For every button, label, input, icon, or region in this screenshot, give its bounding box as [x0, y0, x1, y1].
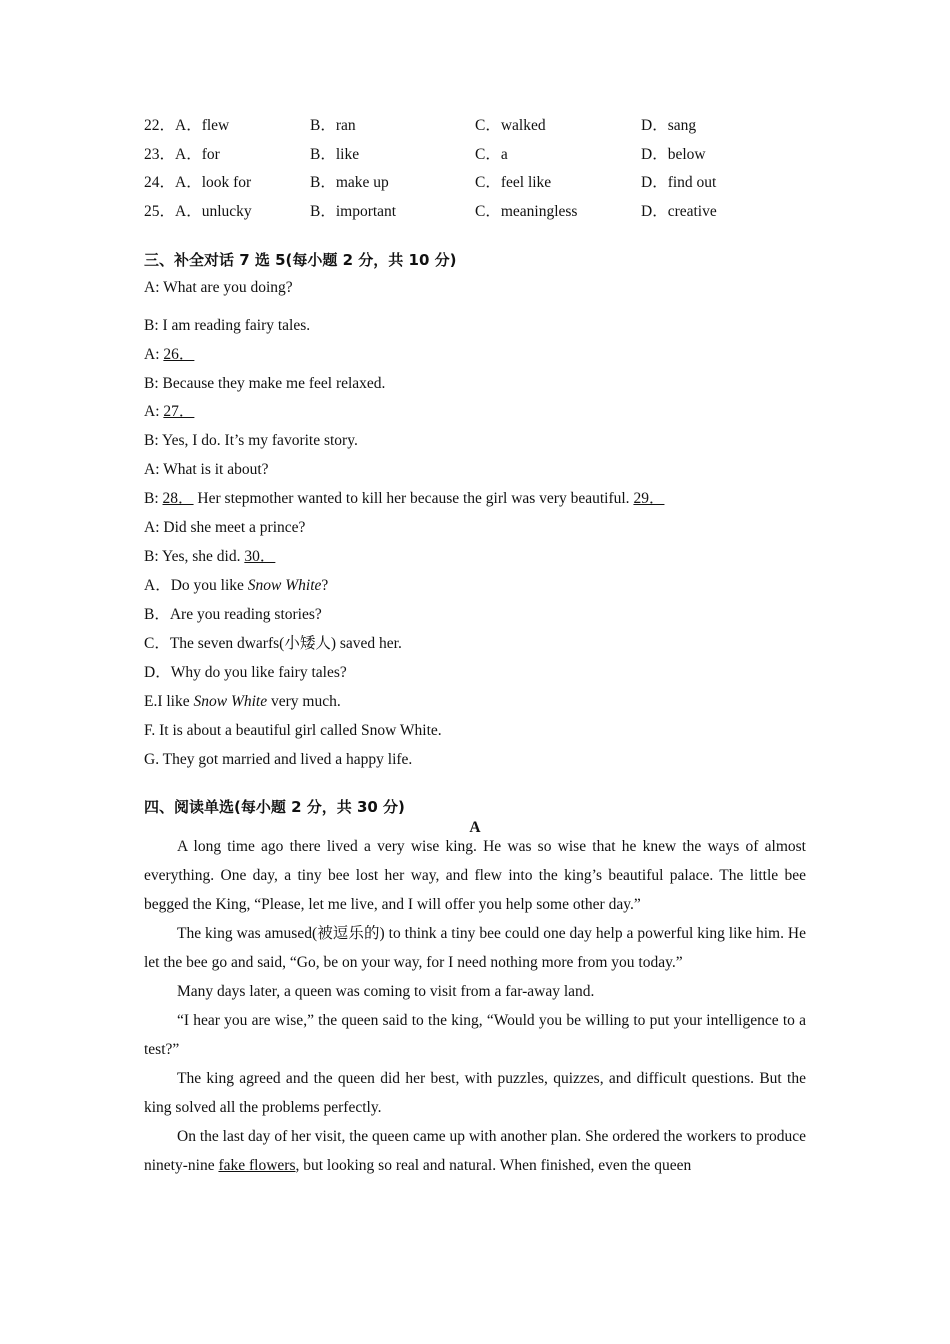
paragraph-3: Many days later, a queen was coming to visit from a far-away land.	[177, 983, 595, 1000]
option-d: D．find out	[641, 174, 717, 191]
dialog-line-5: A: 27．	[144, 403, 195, 420]
paragraph-1: A long time ago there lived a very wise king. He was so wise that he knew the ways of almost everything. One day, a tiny bee lost her way, and flew into the king’s beautiful palace. The little bee begged the King, “Please, let me live, and I will offer you help some other day.”	[144, 838, 806, 913]
paragraph-6: On the last day of her visit, the queen came up with another plan. She ordered the workers to produce ninety-nine fake flowers, but looking so real and natural. When finished, even the queen	[144, 1128, 806, 1174]
dialog-line-4: B: Because they make me feel relaxed.	[144, 375, 386, 392]
question-number: 25．	[144, 203, 176, 220]
option-d: D．below	[641, 146, 706, 163]
blank-26: 26．	[163, 346, 195, 363]
choice-b: B．Are you reading stories?	[144, 606, 322, 623]
dialog-line-2: B: I am reading fairy tales.	[144, 317, 311, 334]
option-a: A．look for	[175, 174, 252, 191]
option-b: B．important	[310, 203, 397, 220]
option-b: B．ran	[310, 117, 356, 134]
paragraph-2: The king was amused(被逗乐的) to think a tiny bee could one day help a powerful king like him. He let the bee go and said, “Go, be on your way, for I need nothing more from you today.”	[144, 925, 806, 971]
choice-f: F. It is about a beautiful girl called Snow White.	[144, 722, 442, 739]
dialog-line-6: B: Yes, I do. It’s my favorite story.	[144, 432, 358, 449]
passage-label: A	[469, 819, 481, 836]
blank-27: 27．	[163, 403, 195, 420]
option-a: A．unlucky	[175, 203, 252, 220]
question-number: 23．	[144, 146, 176, 163]
dialog-line-7: A: What is it about?	[144, 461, 269, 478]
option-d: D．sang	[641, 117, 697, 134]
section-3-title: 三、补全对话 7 选 5(每小题 2 分，共 10 分)	[144, 251, 457, 269]
option-c: C．feel like	[475, 174, 552, 191]
dialog-line-9: A: Did she meet a prince?	[144, 519, 306, 536]
underlined-phrase: fake flowers	[218, 1157, 296, 1174]
question-number: 22．	[144, 117, 176, 134]
dialog-line-8: B: 28． Her stepmother wanted to kill her because the girl was very beautiful. 29．	[144, 490, 665, 507]
dialog-line-1: A: What are you doing?	[144, 279, 293, 296]
paragraph-5: The king agreed and the queen did her best, with puzzles, quizzes, and difficult questions. But the king solved all the problems perfectly.	[144, 1070, 806, 1116]
option-b: B．make up	[310, 174, 389, 191]
option-b: B．like	[310, 146, 360, 163]
choice-e: E.I like Snow White very much.	[144, 693, 341, 710]
option-a: A．flew	[175, 117, 230, 134]
option-c: C．a	[475, 146, 508, 163]
option-c: C．walked	[475, 117, 546, 134]
paragraph-4: “I hear you are wise,” the queen said to the king, “Would you be willing to put your intelligence to a test?”	[144, 1012, 806, 1058]
question-number: 24．	[144, 174, 176, 191]
blank-30: 30．	[244, 548, 276, 565]
dialog-line-3: A: 26．	[144, 346, 195, 363]
option-d: D．creative	[641, 203, 717, 220]
choice-d: D．Why do you like fairy tales?	[144, 664, 347, 681]
dialog-line-10: B: Yes, she did. 30．	[144, 548, 276, 565]
blank-29: 29．	[633, 490, 665, 507]
blank-28: 28．	[162, 490, 194, 507]
section-4-title: 四、阅读单选(每小题 2 分，共 30 分)	[144, 798, 405, 816]
option-a: A．for	[175, 146, 220, 163]
choice-g: G. They got married and lived a happy life.	[144, 751, 413, 768]
option-c: C．meaningless	[475, 203, 578, 220]
choice-a: A．Do you like Snow White?	[144, 577, 329, 594]
choice-c: C．The seven dwarfs(小矮人) saved her.	[144, 635, 402, 652]
